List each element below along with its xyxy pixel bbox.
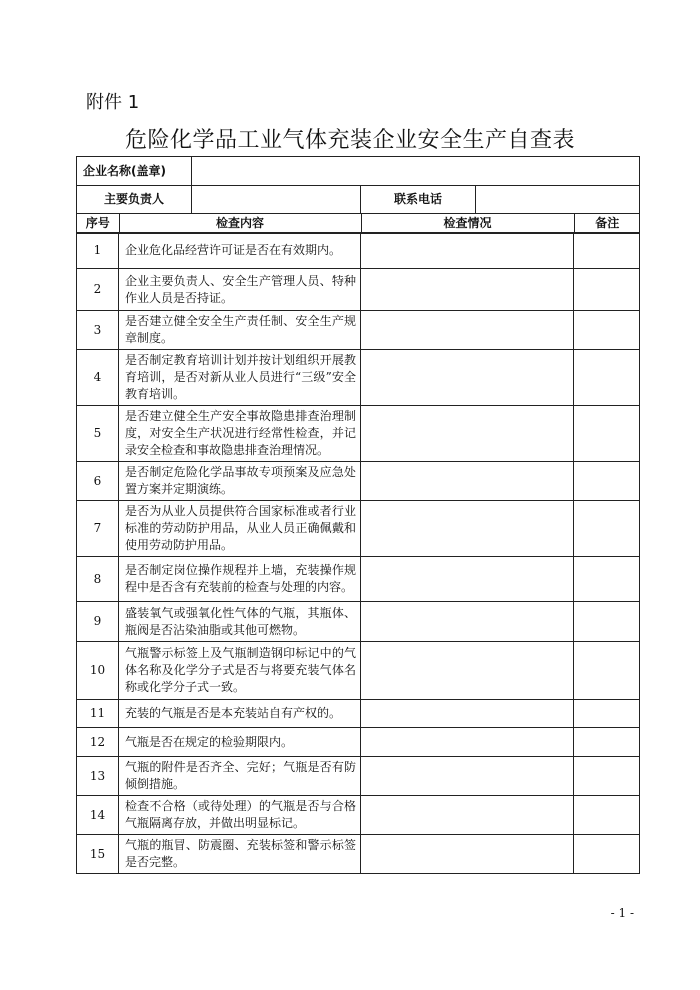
check-content: 盛装氧气或强氧化性气体的气瓶，其瓶体、瓶阀是否沾染油脂或其他可燃物。 (119, 602, 361, 642)
col-header-status: 检查情况 (361, 214, 574, 233)
check-content: 是否制定教育培训计划并按计划组织开展教育培训，是否对新从业人员进行“三级”安全教育培训。 (119, 350, 361, 406)
check-status-cell[interactable] (361, 557, 574, 602)
principal-label: 主要负责人 (77, 186, 192, 214)
remark-cell[interactable] (574, 233, 640, 269)
table-row (77, 350, 640, 406)
company-name-label: 企业名称(盖章) (77, 157, 192, 186)
check-status-cell[interactable] (361, 757, 574, 796)
row-number: 1 (77, 233, 119, 269)
check-content: 是否制定岗位操作规程并上墙，充装操作规程中是否含有充装前的检查与处理的内容。 (119, 557, 361, 602)
table-row (77, 501, 640, 557)
remark-cell[interactable] (574, 557, 640, 602)
check-content: 是否建立健全安全生产责任制、安全生产规章制度。 (119, 311, 361, 350)
table-row (77, 233, 640, 269)
remark-cell[interactable] (574, 796, 640, 835)
row-number: 10 (77, 642, 119, 700)
check-status-cell[interactable] (361, 728, 574, 757)
check-status-cell[interactable] (361, 350, 574, 406)
check-content: 企业危化品经营许可证是否在有效期内。 (119, 233, 361, 269)
row-number: 5 (77, 406, 119, 462)
remark-cell[interactable] (574, 642, 640, 700)
remark-cell[interactable] (574, 602, 640, 642)
row-number: 8 (77, 557, 119, 602)
table-row (77, 602, 640, 642)
self-inspection-table (76, 156, 640, 234)
remark-cell[interactable] (574, 728, 640, 757)
check-content: 是否制定危险化学品事故专项预案及应急处置方案并定期演练。 (119, 462, 361, 501)
row-number: 2 (77, 269, 119, 311)
remark-cell[interactable] (574, 757, 640, 796)
col-header-no: 序号 (77, 214, 119, 233)
row-number: 12 (77, 728, 119, 757)
check-items-table (76, 232, 640, 874)
remark-cell[interactable] (574, 462, 640, 501)
check-content: 是否建立健全生产安全事故隐患排查治理制度，对安全生产状况进行经常性检查，并记录安全检查和事故隐患排查治理情况。 (119, 406, 361, 462)
check-content: 气瓶的瓶冒、防震圈、充装标签和警示标签是否完整。 (119, 835, 361, 874)
page-number: - 1 - (610, 906, 634, 920)
row-number: 3 (77, 311, 119, 350)
table-row (77, 835, 640, 874)
remark-cell[interactable] (574, 700, 640, 728)
check-content: 检查不合格（或待处理）的气瓶是否与合格气瓶隔离存放，并做出明显标记。 (119, 796, 361, 835)
row-number: 15 (77, 835, 119, 874)
table-row (77, 700, 640, 728)
check-content: 充装的气瓶是否是本充装站自有产权的。 (119, 700, 361, 728)
check-content: 是否为从业人员提供符合国家标准或者行业标准的劳动防护用品，从业人员正确佩戴和使用劳动防护用品。 (119, 501, 361, 557)
row-number: 14 (77, 796, 119, 835)
remark-cell[interactable] (574, 835, 640, 874)
company-name-field[interactable] (192, 157, 640, 186)
row-number: 6 (77, 462, 119, 501)
check-status-cell[interactable] (361, 642, 574, 700)
check-status-cell[interactable] (361, 269, 574, 311)
col-header-content: 检查内容 (119, 214, 361, 233)
check-content: 气瓶警示标签上及气瓶制造钢印标记中的气体名称及化学分子式是否与将要充装气体名称或化学分子式一致。 (119, 642, 361, 700)
page-title: 危险化学品工业气体充装企业安全生产自查表 (124, 128, 575, 153)
remark-cell[interactable] (574, 311, 640, 350)
table-row (77, 728, 640, 757)
remark-cell[interactable] (574, 269, 640, 311)
row-number: 9 (77, 602, 119, 642)
table-row (77, 311, 640, 350)
phone-field[interactable] (476, 186, 640, 214)
principal-field[interactable] (192, 186, 361, 214)
table-row (77, 757, 640, 796)
remark-cell[interactable] (574, 350, 640, 406)
check-content: 气瓶的附件是否齐全、完好；气瓶是否有防倾倒措施。 (119, 757, 361, 796)
attachment-label: 附件 1 (86, 92, 140, 113)
row-number: 4 (77, 350, 119, 406)
check-content: 企业主要负责人、安全生产管理人员、特种作业人员是否持证。 (119, 269, 361, 311)
table-row (77, 557, 640, 602)
table-row (77, 269, 640, 311)
remark-cell[interactable] (574, 406, 640, 462)
table-row (77, 642, 640, 700)
check-content: 气瓶是否在规定的检验期限内。 (119, 728, 361, 757)
table-row (77, 796, 640, 835)
row-number: 7 (77, 501, 119, 557)
remark-cell[interactable] (574, 501, 640, 557)
check-status-cell[interactable] (361, 501, 574, 557)
check-status-cell[interactable] (361, 835, 574, 874)
row-number: 13 (77, 757, 119, 796)
check-status-cell[interactable] (361, 796, 574, 835)
check-status-cell[interactable] (361, 462, 574, 501)
table-row (77, 406, 640, 462)
row-number: 11 (77, 700, 119, 728)
check-status-cell[interactable] (361, 233, 574, 269)
table-row (77, 462, 640, 501)
check-status-cell[interactable] (361, 602, 574, 642)
check-status-cell[interactable] (361, 311, 574, 350)
phone-label: 联系电话 (361, 186, 476, 214)
check-status-cell[interactable] (361, 406, 574, 462)
col-header-remark: 备注 (595, 216, 620, 230)
check-status-cell[interactable] (361, 700, 574, 728)
